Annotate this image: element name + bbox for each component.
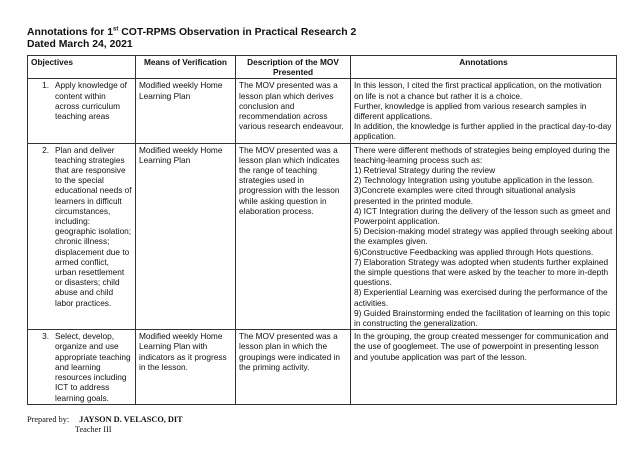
means-cell: Modified weekly Home Learning Plan (136, 79, 236, 143)
objective-text: Apply knowledge of content within across curriculum teaching areas (55, 80, 127, 122)
preparer-name: JAYSON D. VELASCO, DIT (79, 415, 183, 425)
description-cell: The MOV presented was a lesson plan which derives conclusion and recommendation across various research endeavour. (236, 79, 351, 143)
objective-number: 2. (42, 144, 49, 155)
annotation-line: In the grouping, the group created messenger for communication and the use of googlemeet. The use of powerpoint in presenting lesson and youtube application was part of the lesson. (354, 331, 609, 362)
objective-number: 3. (42, 331, 49, 342)
annotation-line: Further, knowledge is applied from various research samples in different applications. (354, 100, 587, 122)
objective-text: Plan and deliver teaching strategies that are responsive to the special educational needs of learners in difficult circumstances, including: geographic isolation; chronic illness; displacement due to armed conflict, urban resettlement or disasters; child abuse and child labor practices. (55, 144, 132, 308)
title-line1-rest: COT-RPMS Observation in Practical Research 2 (118, 27, 357, 38)
annotations-cell (351, 79, 617, 143)
footer (27, 415, 616, 435)
annotation-line: 3)Concrete examples were cited through situational analysis presented in the printed module. (354, 185, 576, 206)
annotation-line: There were different methods of strategies being employed during the teaching-learning process such as: (354, 144, 610, 165)
annotation-line: 8) Experiential Learning was exercised during the performance of the activities. (354, 287, 608, 308)
annotations-cell (351, 143, 617, 330)
title-superscript: st (113, 26, 119, 33)
header-annotations: Annotations (351, 56, 617, 79)
table-row (28, 79, 617, 143)
annotation-line: 1) Retrieval Strategy during the review (354, 165, 496, 176)
objective-cell (28, 330, 136, 405)
prepared-by-label: Prepared by: (27, 415, 70, 425)
objective-text: Select, develop, organize and use appropriate teaching and learning resources including ICT to address learning goals. (55, 331, 131, 403)
objective-number: 1. (42, 80, 49, 91)
annotations-table (27, 55, 617, 405)
table-row (28, 330, 617, 405)
header-objectives: Objectives (28, 56, 136, 79)
description-cell: The MOV presented was a lesson plan which indicates the range of teaching strategies used in progression with the lesson while asking question in elaboration process. (236, 143, 351, 330)
document-title (27, 27, 616, 51)
annotations-cell (351, 330, 617, 405)
means-cell: Modified weekly Home Learning Plan with indicators as it progress in the lesson. (136, 330, 236, 405)
title-date: Dated March 24, 2021 (27, 39, 133, 50)
annotation-line: In addition, the knowledge is further applied in the practical day-to-day application. (354, 121, 612, 142)
description-cell: The MOV presented was a lesson plan in which the groupings were indicated in the priming activity. (236, 330, 351, 405)
annotation-line: 7) Elaboration Strategy was adopted when students further explained the simple questions that were asked by the teacher to more in-depth questions. (354, 256, 609, 288)
preparer-role: Teacher III (75, 425, 112, 435)
title-line1: Annotations for 1 (27, 27, 114, 38)
objective-cell (28, 79, 136, 143)
means-cell: Modified weekly Home Learning Plan (136, 143, 236, 330)
annotation-line: In this lesson, I cited the first practical application, on the motivation on life is not a chance but rather it is a choice. (354, 80, 602, 101)
header-description: Description of the MOV Presented (236, 56, 351, 79)
table-body (28, 79, 617, 405)
table-row (28, 143, 617, 330)
header-means: Means of Verification (136, 56, 236, 79)
annotation-line: 4) ICT Integration during the delivery of the lesson such as gmeet and Powerpoint application. (354, 205, 611, 227)
annotation-line: 9) Guided Brainstorming ended the facilitation of learning on this topic in constructing the generalization. (354, 307, 610, 329)
annotation-line: 2) Technology Integration using youtube application in the lesson. (354, 175, 595, 186)
table-header-row (28, 56, 617, 79)
annotation-line: 5) Decision-making model strategy was applied through seeking about the examples given. (354, 226, 613, 247)
objective-cell (28, 143, 136, 330)
annotation-line: 6)Constructive Feedbacking was applied through Hots questions. (354, 246, 594, 257)
